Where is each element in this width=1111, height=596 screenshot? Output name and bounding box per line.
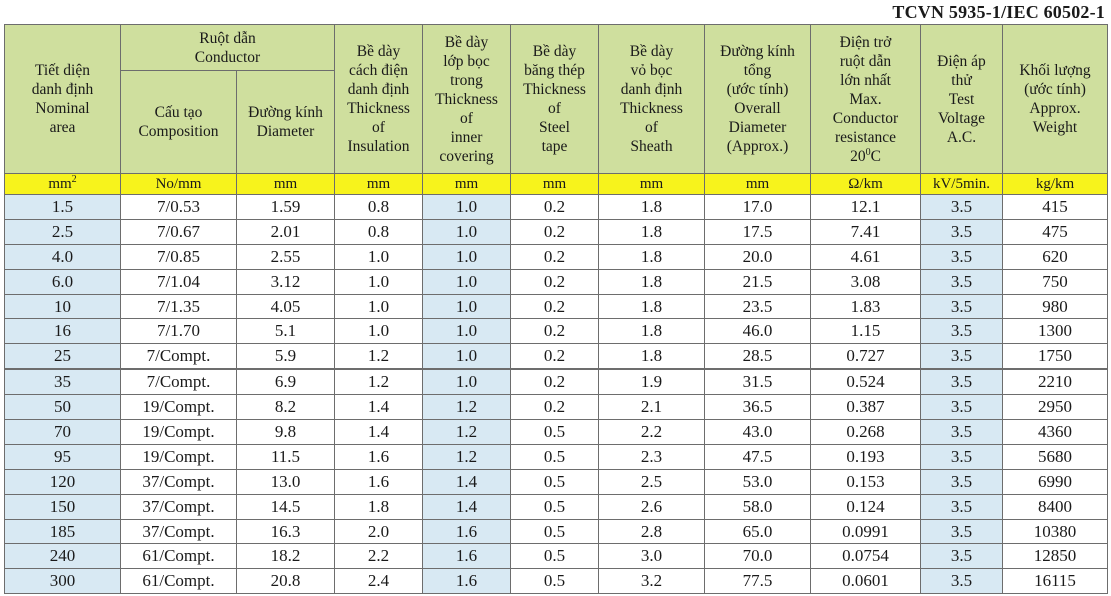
header-line: băng thép bbox=[524, 62, 585, 79]
cell-inner-covering: 1.4 bbox=[423, 469, 511, 494]
cell-steel-tape: 0.2 bbox=[511, 195, 599, 220]
cell-insulation: 1.8 bbox=[335, 494, 423, 519]
cell-inner-covering: 1.0 bbox=[423, 244, 511, 269]
table-row bbox=[5, 569, 1108, 594]
cell-overall-diameter: 36.5 bbox=[705, 395, 811, 420]
cell-sheath: 1.9 bbox=[599, 369, 705, 394]
header-line: Weight bbox=[1032, 119, 1078, 136]
header-line: (ước tính) bbox=[726, 81, 789, 98]
cell-insulation: 1.6 bbox=[335, 444, 423, 469]
unit-steel-tape: mm bbox=[511, 174, 599, 195]
cell-diameter: 11.5 bbox=[237, 444, 335, 469]
header-line: lớp bọc bbox=[443, 52, 490, 70]
cell-composition: 7/Compt. bbox=[121, 344, 237, 369]
cell-inner-covering: 1.6 bbox=[423, 544, 511, 569]
cell-sheath: 2.5 bbox=[599, 469, 705, 494]
cell-sheath: 1.8 bbox=[599, 244, 705, 269]
cell-test-voltage: 3.5 bbox=[921, 444, 1003, 469]
header-line: lớn nhất bbox=[840, 71, 891, 89]
header-line: of bbox=[372, 119, 385, 136]
cell-composition: 19/Compt. bbox=[121, 444, 237, 469]
cell-diameter: 2.55 bbox=[237, 244, 335, 269]
resistance-temperature: $20^0C$ bbox=[850, 146, 881, 165]
cell-sheath: 3.0 bbox=[599, 544, 705, 569]
cell-steel-tape: 0.2 bbox=[511, 244, 599, 269]
header-line: Cấu tạo bbox=[154, 104, 203, 121]
cell-resistance: 0.124 bbox=[811, 494, 921, 519]
cell-resistance: 0.193 bbox=[811, 444, 921, 469]
cell-composition: 61/Compt. bbox=[121, 569, 237, 594]
table-row bbox=[5, 219, 1108, 244]
cell-nominal-area: 4.0 bbox=[5, 244, 121, 269]
header-line: ruột dẫn bbox=[839, 52, 892, 70]
cell-overall-diameter: 58.0 bbox=[705, 494, 811, 519]
cell-overall-diameter: 28.5 bbox=[705, 344, 811, 369]
header-line: A.C. bbox=[946, 128, 977, 146]
cell-overall-diameter: 65.0 bbox=[705, 519, 811, 544]
cell-test-voltage: 3.5 bbox=[921, 569, 1003, 594]
table-row bbox=[5, 544, 1108, 569]
cell-resistance: 0.387 bbox=[811, 395, 921, 420]
cell-diameter: 5.9 bbox=[237, 344, 335, 369]
header-inner-covering-thickness bbox=[423, 25, 511, 174]
cell-steel-tape: 0.5 bbox=[511, 444, 599, 469]
cell-nominal-area: 185 bbox=[5, 519, 121, 544]
header-nominal-area bbox=[5, 25, 121, 174]
cell-sheath: 1.8 bbox=[599, 294, 705, 319]
unit-composition: No/mm bbox=[121, 174, 237, 195]
cell-insulation: 1.4 bbox=[335, 395, 423, 420]
cell-weight: 5680 bbox=[1003, 444, 1108, 469]
header-line: Điện trở bbox=[839, 33, 892, 51]
cell-inner-covering: 1.2 bbox=[423, 395, 511, 420]
cell-test-voltage: 3.5 bbox=[921, 469, 1003, 494]
cell-inner-covering: 1.0 bbox=[423, 219, 511, 244]
cell-diameter: 14.5 bbox=[237, 494, 335, 519]
cell-nominal-area: 25 bbox=[5, 344, 121, 369]
cell-steel-tape: 0.5 bbox=[511, 519, 599, 544]
header-sheath-thickness bbox=[599, 25, 705, 174]
unit-weight: kg/km bbox=[1003, 174, 1108, 195]
cell-insulation: 1.4 bbox=[335, 420, 423, 445]
cell-diameter: 5.1 bbox=[237, 319, 335, 344]
unit-diameter: mm bbox=[237, 174, 335, 195]
cell-diameter: 13.0 bbox=[237, 469, 335, 494]
cell-test-voltage: 3.5 bbox=[921, 369, 1003, 394]
unit-area: $mm^2$ bbox=[5, 174, 121, 195]
header-line: tape bbox=[541, 138, 568, 155]
header-conductor bbox=[121, 25, 335, 71]
cell-weight: 750 bbox=[1003, 269, 1108, 294]
cell-steel-tape: 0.5 bbox=[511, 469, 599, 494]
cell-steel-tape: 0.5 bbox=[511, 494, 599, 519]
cell-nominal-area: 95 bbox=[5, 444, 121, 469]
header-conductor-resistance bbox=[811, 25, 921, 174]
cell-diameter: 3.12 bbox=[237, 269, 335, 294]
cell-insulation: 2.2 bbox=[335, 544, 423, 569]
header-insulation-thickness bbox=[335, 25, 423, 174]
cell-test-voltage: 3.5 bbox=[921, 519, 1003, 544]
cell-insulation: 2.0 bbox=[335, 519, 423, 544]
cell-inner-covering: 1.2 bbox=[423, 420, 511, 445]
cell-overall-diameter: 20.0 bbox=[705, 244, 811, 269]
table-row bbox=[5, 244, 1108, 269]
unit-resistance: Ω/km bbox=[811, 174, 921, 195]
header-line: of bbox=[460, 109, 473, 127]
cell-test-voltage: 3.5 bbox=[921, 420, 1003, 445]
cell-test-voltage: 3.5 bbox=[921, 219, 1003, 244]
cell-steel-tape: 0.2 bbox=[511, 219, 599, 244]
cell-weight: 2210 bbox=[1003, 369, 1108, 394]
cell-sheath: 3.2 bbox=[599, 569, 705, 594]
cell-overall-diameter: 70.0 bbox=[705, 544, 811, 569]
cell-nominal-area: 50 bbox=[5, 395, 121, 420]
cell-test-voltage: 3.5 bbox=[921, 269, 1003, 294]
cell-sheath: 1.8 bbox=[599, 319, 705, 344]
cell-nominal-area: 70 bbox=[5, 420, 121, 445]
header-line: Voltage bbox=[937, 109, 986, 127]
header-line: danh định bbox=[31, 81, 94, 98]
cell-steel-tape: 0.2 bbox=[511, 395, 599, 420]
cell-nominal-area: 300 bbox=[5, 569, 121, 594]
cell-diameter: 4.05 bbox=[237, 294, 335, 319]
cell-composition: 7/Compt. bbox=[121, 369, 237, 394]
header-line: Bề dày bbox=[629, 43, 674, 60]
cell-diameter: 9.8 bbox=[237, 420, 335, 445]
cell-test-voltage: 3.5 bbox=[921, 395, 1003, 420]
table-row bbox=[5, 369, 1108, 394]
table-row bbox=[5, 294, 1108, 319]
cell-nominal-area: 240 bbox=[5, 544, 121, 569]
cell-steel-tape: 0.2 bbox=[511, 319, 599, 344]
header-line: (ước tính) bbox=[1024, 81, 1086, 98]
header-steel-tape-thickness bbox=[511, 25, 599, 174]
cell-weight: 415 bbox=[1003, 195, 1108, 220]
cell-nominal-area: 2.5 bbox=[5, 219, 121, 244]
cell-test-voltage: 3.5 bbox=[921, 244, 1003, 269]
cell-sheath: 1.8 bbox=[599, 269, 705, 294]
header-line: inner bbox=[450, 128, 483, 146]
cell-overall-diameter: 21.5 bbox=[705, 269, 811, 294]
cell-overall-diameter: 46.0 bbox=[705, 319, 811, 344]
cell-resistance: 0.0754 bbox=[811, 544, 921, 569]
cell-inner-covering: 1.0 bbox=[423, 344, 511, 369]
header-approx-weight bbox=[1003, 25, 1108, 174]
cell-resistance: 0.0601 bbox=[811, 569, 921, 594]
cell-overall-diameter: 17.5 bbox=[705, 219, 811, 244]
header-line: Insulation bbox=[347, 138, 410, 155]
header-line: covering bbox=[439, 147, 494, 165]
header-line: Đường kính bbox=[720, 43, 795, 60]
cell-inner-covering: 1.0 bbox=[423, 319, 511, 344]
cell-test-voltage: 3.5 bbox=[921, 494, 1003, 519]
cell-nominal-area: 35 bbox=[5, 369, 121, 394]
cell-weight: 16115 bbox=[1003, 569, 1108, 594]
header-line: Thickness bbox=[435, 90, 498, 108]
header-line: Ruột dẫn bbox=[199, 29, 256, 47]
header-line: Max. bbox=[849, 90, 882, 108]
header-line: tổng bbox=[743, 62, 772, 79]
cable-spec-table bbox=[4, 24, 1108, 594]
header-line: Conductor bbox=[194, 48, 261, 66]
header-line: Sheath bbox=[630, 138, 673, 155]
table-row bbox=[5, 195, 1108, 220]
cell-inner-covering: 1.2 bbox=[423, 444, 511, 469]
header-diameter bbox=[237, 71, 335, 174]
cell-test-voltage: 3.5 bbox=[921, 294, 1003, 319]
cell-insulation: 1.0 bbox=[335, 319, 423, 344]
header-line: thử bbox=[951, 71, 972, 89]
header-line: Approx. bbox=[1029, 100, 1081, 117]
header-line: Tiết diện bbox=[35, 62, 90, 79]
cell-composition: 7/0.53 bbox=[121, 195, 237, 220]
cell-steel-tape: 0.2 bbox=[511, 294, 599, 319]
table-row bbox=[5, 469, 1108, 494]
cell-test-voltage: 3.5 bbox=[921, 195, 1003, 220]
cell-sheath: 2.1 bbox=[599, 395, 705, 420]
cell-overall-diameter: 43.0 bbox=[705, 420, 811, 445]
cell-inner-covering: 1.6 bbox=[423, 569, 511, 594]
cell-insulation: 1.0 bbox=[335, 269, 423, 294]
cell-steel-tape: 0.2 bbox=[511, 369, 599, 394]
header-line: Nominal bbox=[35, 100, 90, 117]
cell-weight: 8400 bbox=[1003, 494, 1108, 519]
header-line: Thickness bbox=[347, 100, 410, 117]
cell-nominal-area: 120 bbox=[5, 469, 121, 494]
header-line: Bề dày bbox=[532, 43, 577, 60]
cell-test-voltage: 3.5 bbox=[921, 544, 1003, 569]
header-line: cách điện bbox=[349, 62, 408, 79]
cell-test-voltage: 3.5 bbox=[921, 344, 1003, 369]
cell-insulation: 1.2 bbox=[335, 369, 423, 394]
cell-weight: 620 bbox=[1003, 244, 1108, 269]
cell-resistance: 0.727 bbox=[811, 344, 921, 369]
cell-weight: 980 bbox=[1003, 294, 1108, 319]
cell-inner-covering: 1.0 bbox=[423, 195, 511, 220]
unit-insulation: mm bbox=[335, 174, 423, 195]
cell-weight: 1300 bbox=[1003, 319, 1108, 344]
cell-overall-diameter: 47.5 bbox=[705, 444, 811, 469]
unit-voltage: kV/5min. bbox=[921, 174, 1003, 195]
header-line: (Approx.) bbox=[726, 138, 789, 155]
cell-composition: 7/1.70 bbox=[121, 319, 237, 344]
cell-diameter: 16.3 bbox=[237, 519, 335, 544]
header-line: Khối lượng bbox=[1019, 62, 1091, 79]
header-line: Diameter bbox=[256, 123, 315, 140]
cell-composition: 7/1.04 bbox=[121, 269, 237, 294]
cell-sheath: 2.8 bbox=[599, 519, 705, 544]
unit-sheath: mm bbox=[599, 174, 705, 195]
cell-insulation: 2.4 bbox=[335, 569, 423, 594]
header-test-voltage bbox=[921, 25, 1003, 174]
cell-insulation: 1.2 bbox=[335, 344, 423, 369]
cell-weight: 2950 bbox=[1003, 395, 1108, 420]
cell-inner-covering: 1.0 bbox=[423, 294, 511, 319]
header-line: danh định bbox=[347, 81, 410, 98]
cell-diameter: 2.01 bbox=[237, 219, 335, 244]
cell-sheath: 1.8 bbox=[599, 344, 705, 369]
cell-composition: 7/1.35 bbox=[121, 294, 237, 319]
cell-nominal-area: 150 bbox=[5, 494, 121, 519]
cell-weight: 1750 bbox=[1003, 344, 1108, 369]
cell-resistance: 1.15 bbox=[811, 319, 921, 344]
unit-overall-diameter: mm bbox=[705, 174, 811, 195]
unit-inner-covering: mm bbox=[423, 174, 511, 195]
table-row bbox=[5, 420, 1108, 445]
cell-steel-tape: 0.5 bbox=[511, 544, 599, 569]
header-line: of bbox=[548, 100, 561, 117]
cell-composition: 7/0.85 bbox=[121, 244, 237, 269]
cell-resistance: 0.268 bbox=[811, 420, 921, 445]
cell-nominal-area: 16 bbox=[5, 319, 121, 344]
cell-nominal-area: 6.0 bbox=[5, 269, 121, 294]
header-overall-diameter bbox=[705, 25, 811, 174]
cell-weight: 10380 bbox=[1003, 519, 1108, 544]
cell-inner-covering: 1.6 bbox=[423, 519, 511, 544]
header-line: resistance bbox=[834, 128, 897, 146]
cell-diameter: 20.8 bbox=[237, 569, 335, 594]
cell-resistance: 12.1 bbox=[811, 195, 921, 220]
cell-resistance: 4.61 bbox=[811, 244, 921, 269]
header-line: area bbox=[49, 119, 76, 136]
cell-resistance: 0.153 bbox=[811, 469, 921, 494]
cell-inner-covering: 1.4 bbox=[423, 494, 511, 519]
header-line: of bbox=[645, 119, 658, 136]
cell-sheath: 1.8 bbox=[599, 219, 705, 244]
header-line: danh định bbox=[620, 81, 683, 98]
header-line: Thickness bbox=[620, 100, 683, 117]
cell-diameter: 6.9 bbox=[237, 369, 335, 394]
header-line: Steel bbox=[539, 119, 570, 136]
cell-sheath: 2.3 bbox=[599, 444, 705, 469]
table-row bbox=[5, 344, 1108, 369]
cell-steel-tape: 0.2 bbox=[511, 269, 599, 294]
table-row bbox=[5, 444, 1108, 469]
header-line: Đường kính bbox=[248, 104, 323, 121]
table-body bbox=[5, 195, 1108, 594]
header-composition bbox=[121, 71, 237, 174]
cell-composition: 7/0.67 bbox=[121, 219, 237, 244]
cell-weight: 475 bbox=[1003, 219, 1108, 244]
cell-insulation: 1.0 bbox=[335, 244, 423, 269]
header-line: Overall bbox=[734, 100, 781, 117]
cell-inner-covering: 1.0 bbox=[423, 369, 511, 394]
table-row bbox=[5, 494, 1108, 519]
cell-insulation: 1.0 bbox=[335, 294, 423, 319]
cell-resistance: 1.83 bbox=[811, 294, 921, 319]
cell-diameter: 18.2 bbox=[237, 544, 335, 569]
header-line: Thickness bbox=[523, 81, 586, 98]
cell-nominal-area: 1.5 bbox=[5, 195, 121, 220]
cell-weight: 12850 bbox=[1003, 544, 1108, 569]
cell-diameter: 1.59 bbox=[237, 195, 335, 220]
table-row bbox=[5, 519, 1108, 544]
cell-resistance: 3.08 bbox=[811, 269, 921, 294]
cell-inner-covering: 1.0 bbox=[423, 269, 511, 294]
cell-overall-diameter: 53.0 bbox=[705, 469, 811, 494]
cell-composition: 37/Compt. bbox=[121, 519, 237, 544]
header-line: Conductor bbox=[832, 109, 899, 127]
header-line: Bề dày bbox=[356, 43, 401, 60]
cell-nominal-area: 10 bbox=[5, 294, 121, 319]
cell-steel-tape: 0.5 bbox=[511, 569, 599, 594]
cell-composition: 19/Compt. bbox=[121, 420, 237, 445]
cell-insulation: 1.6 bbox=[335, 469, 423, 494]
table-row bbox=[5, 395, 1108, 420]
cell-composition: 19/Compt. bbox=[121, 395, 237, 420]
cell-resistance: 0.0991 bbox=[811, 519, 921, 544]
table-row bbox=[5, 319, 1108, 344]
cell-weight: 6990 bbox=[1003, 469, 1108, 494]
cell-sheath: 1.8 bbox=[599, 195, 705, 220]
cell-overall-diameter: 77.5 bbox=[705, 569, 811, 594]
cell-resistance: 0.524 bbox=[811, 369, 921, 394]
table-row bbox=[5, 269, 1108, 294]
cell-overall-diameter: 31.5 bbox=[705, 369, 811, 394]
header-line: Composition bbox=[138, 123, 219, 140]
cell-sheath: 2.6 bbox=[599, 494, 705, 519]
cell-diameter: 8.2 bbox=[237, 395, 335, 420]
cell-steel-tape: 0.2 bbox=[511, 344, 599, 369]
standard-title: TCVN 5935-1/IEC 60502-1 bbox=[892, 2, 1105, 22]
cell-insulation: 0.8 bbox=[335, 195, 423, 220]
cell-weight: 4360 bbox=[1003, 420, 1108, 445]
cell-composition: 37/Compt. bbox=[121, 494, 237, 519]
header-line: Diameter bbox=[728, 119, 787, 136]
header-line: trong bbox=[450, 71, 483, 89]
cell-sheath: 2.2 bbox=[599, 420, 705, 445]
cell-composition: 37/Compt. bbox=[121, 469, 237, 494]
cell-test-voltage: 3.5 bbox=[921, 319, 1003, 344]
cell-overall-diameter: 23.5 bbox=[705, 294, 811, 319]
cell-insulation: 0.8 bbox=[335, 219, 423, 244]
cell-composition: 61/Compt. bbox=[121, 544, 237, 569]
cell-resistance: 7.41 bbox=[811, 219, 921, 244]
header-line: vỏ bọc bbox=[630, 62, 673, 79]
cell-steel-tape: 0.5 bbox=[511, 420, 599, 445]
header-line: Test bbox=[948, 90, 975, 108]
cell-overall-diameter: 17.0 bbox=[705, 195, 811, 220]
header-line: Điện áp bbox=[937, 52, 986, 70]
header-line: Bề dày bbox=[444, 33, 489, 51]
